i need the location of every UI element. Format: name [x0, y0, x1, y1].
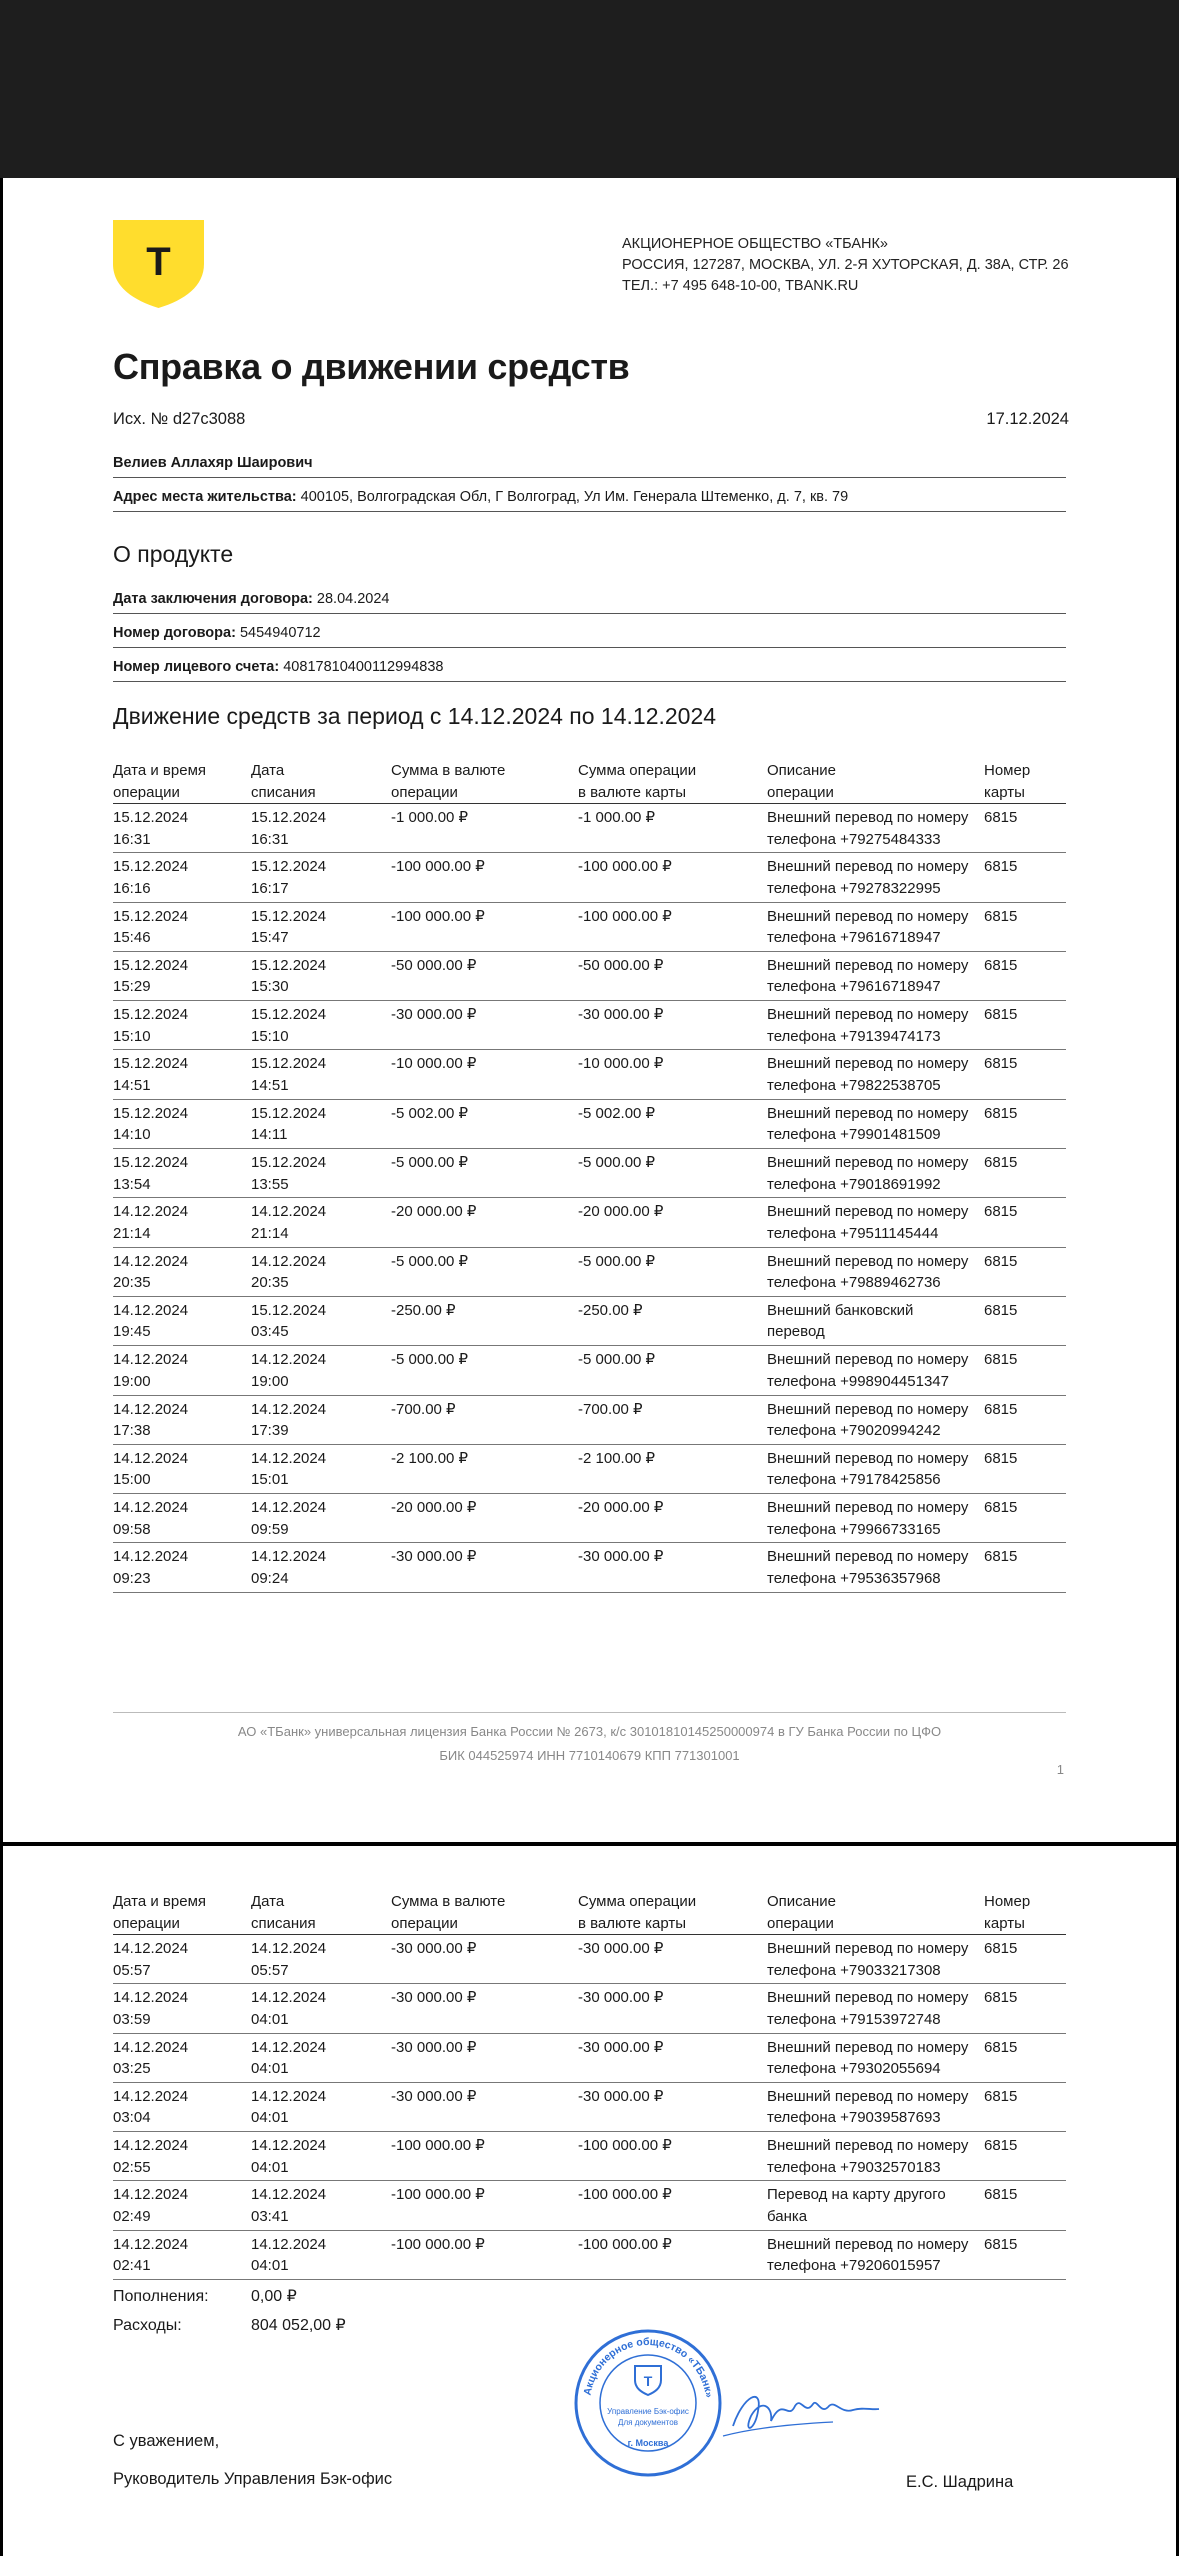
cell-amount-operation-currency: -100 000.00 ₽	[391, 2137, 485, 2155]
signer-position: Руководитель Управления Бэк-офис	[113, 2470, 393, 2488]
cell-amount-operation-currency: -5 000.00 ₽	[391, 1154, 469, 1172]
cell-description: Внешний перевод по номеру телефона +998904451347	[767, 1351, 969, 1390]
top-dark-bar	[0, 0, 1179, 178]
cell-description: Внешний перевод по номеру телефона +79139474173	[767, 1006, 969, 1045]
cell-card-number: 6815	[984, 1055, 1018, 1073]
cell-debit-date: 15.12.2024 15:30	[251, 956, 327, 996]
table-row	[113, 1001, 1066, 1050]
expense-value: 804 052,00 ₽	[251, 2317, 346, 2334]
table-row	[113, 1494, 1066, 1543]
header-debit-date: Дата списания	[251, 1893, 316, 1932]
cell-description: Внешний перевод по номеру телефона +79536357968	[767, 1548, 969, 1587]
product-heading: О продукте	[113, 541, 234, 567]
cell-debit-date: 14.12.2024 04:01	[251, 2235, 327, 2275]
cell-card-number: 6815	[984, 956, 1018, 974]
tbank-logo-icon	[113, 220, 204, 308]
svg-text:Т: Т	[146, 240, 171, 284]
cell-amount-operation-currency: -30 000.00 ₽	[391, 1989, 477, 2007]
company-line: ТЕЛ.: +7 495 648-10-00, TBANK.RU	[622, 278, 859, 294]
cell-debit-date: 15.12.2024 15:47	[251, 907, 327, 947]
account-number-value: 40817810400112994838	[279, 659, 444, 675]
cell-amount-card-currency: -30 000.00 ₽	[578, 1940, 664, 1957]
transactions-table-page-1	[113, 757, 1066, 1593]
header-operation-datetime: Дата и время операции	[113, 1893, 207, 1932]
cell-operation-datetime: 14.12.2024 02:49	[113, 2186, 189, 2225]
header-amount-card-currency: Сумма операции в валюте карты	[578, 1893, 697, 1932]
cell-debit-date: 14.12.2024 20:35	[251, 1252, 327, 1292]
table-row	[113, 952, 1066, 1001]
cell-amount-card-currency: -5 000.00 ₽	[578, 1351, 656, 1369]
account-number-label: Номер лицевого счета:	[113, 659, 280, 675]
footer-license: АО «ТБанк» универсальная лицензия Банка России № 2673, к/с 30101810145250000974 в ГУ Банка России по ЦФО	[237, 1724, 942, 1739]
cell-description: Внешний перевод по номеру телефона +79278322995	[767, 858, 969, 897]
header-debit-date: Дата списания	[251, 762, 316, 801]
closing-regards: С уважением,	[113, 2432, 220, 2450]
address-value: 400105, Волгоградская Обл, Г Волгоград, Ул Им. Генерала Штеменко, д. 7, кв. 79	[296, 489, 849, 505]
cell-description: Внешний перевод по номеру телефона +79033217308	[767, 1940, 969, 1979]
cell-description: Внешний перевод по номеру телефона +79901481509	[767, 1104, 969, 1144]
cell-debit-date: 15.12.2024 14:11	[251, 1104, 327, 1144]
cell-description: Перевод на карту другого банка	[767, 2186, 946, 2225]
cell-amount-operation-currency: -100 000.00 ₽	[391, 2186, 485, 2204]
cell-operation-datetime: 14.12.2024 15:00	[113, 1449, 189, 1489]
cell-amount-operation-currency: -2 100.00 ₽	[391, 1449, 469, 1467]
document-page-2	[3, 1846, 1176, 2556]
expense-total	[113, 2315, 346, 2335]
cell-debit-date: 15.12.2024 15:10	[251, 1006, 327, 1045]
stamp-inner-line: Для документов	[618, 2418, 678, 2427]
handwritten-signature	[713, 2376, 883, 2446]
cell-operation-datetime: 15.12.2024 14:10	[113, 1104, 189, 1144]
header-operation-datetime: Дата и время операции	[113, 762, 207, 801]
cell-operation-datetime: 14.12.2024 09:23	[113, 1548, 189, 1587]
table-row	[113, 1935, 1066, 1984]
cell-card-number: 6815	[984, 2186, 1018, 2204]
cell-operation-datetime: 15.12.2024 16:31	[113, 809, 189, 848]
cell-amount-card-currency: -100 000.00 ₽	[578, 2137, 672, 2155]
cell-operation-datetime: 15.12.2024 14:51	[113, 1055, 189, 1094]
cell-amount-operation-currency: -5 000.00 ₽	[391, 1252, 469, 1270]
document-title: Справка о движении средств	[113, 346, 630, 387]
table-row	[113, 1149, 1066, 1198]
cell-amount-operation-currency: -30 000.00 ₽	[391, 1940, 477, 1957]
cell-debit-date: 15.12.2024 13:55	[251, 1154, 327, 1193]
cell-operation-datetime: 14.12.2024 19:45	[113, 1301, 189, 1341]
cell-card-number: 6815	[984, 2137, 1018, 2155]
table-row	[113, 1346, 1066, 1395]
contract-date-value: 28.04.2024	[312, 591, 390, 607]
cell-debit-date: 14.12.2024 21:14	[251, 1203, 327, 1242]
address-label: Адрес места жительства:	[113, 489, 297, 505]
cell-card-number: 6815	[984, 1006, 1018, 1024]
cell-amount-operation-currency: -30 000.00 ₽	[391, 2087, 477, 2105]
table-row	[113, 2083, 1066, 2132]
movement-heading: Движение средств за период с 14.12.2024 по 14.12.2024	[113, 703, 717, 729]
contract-date-field	[113, 591, 1066, 614]
cell-debit-date: 14.12.2024 03:41	[251, 2186, 327, 2225]
table-row	[113, 2181, 1066, 2230]
stamp-inner-line: Управление Бэк-офис	[607, 2407, 689, 2416]
cell-operation-datetime: 15.12.2024 15:10	[113, 1006, 189, 1045]
header-amount-card-currency: Сумма операции в валюте карты	[578, 762, 697, 801]
cell-operation-datetime: 14.12.2024 03:04	[113, 2087, 189, 2127]
cell-description: Внешний перевод по номеру телефона +79822538705	[767, 1055, 969, 1094]
cell-amount-card-currency: -30 000.00 ₽	[578, 1989, 664, 2007]
cell-amount-card-currency: -250.00 ₽	[578, 1301, 643, 1319]
cell-description: Внешний перевод по номеру телефона +79966733165	[767, 1499, 969, 1538]
cell-operation-datetime: 14.12.2024 02:55	[113, 2137, 189, 2176]
income-total	[113, 2286, 297, 2306]
cell-debit-date: 15.12.2024 16:17	[251, 858, 327, 897]
header-description: Описание операции	[767, 1893, 837, 1932]
table-row	[113, 1198, 1066, 1247]
cell-debit-date: 15.12.2024 16:31	[251, 809, 327, 848]
cell-amount-card-currency: -5 002.00 ₽	[578, 1104, 656, 1122]
cell-amount-card-currency: -50 000.00 ₽	[578, 956, 664, 974]
income-label: Пополнения:	[113, 2288, 209, 2305]
cell-amount-card-currency: -2 100.00 ₽	[578, 1449, 656, 1467]
cell-amount-card-currency: -10 000.00 ₽	[578, 1055, 664, 1073]
cell-operation-datetime: 14.12.2024 03:25	[113, 2038, 189, 2078]
cell-description: Внешний перевод по номеру телефона +79275484333	[767, 809, 969, 848]
cell-debit-date: 14.12.2024 04:01	[251, 2038, 327, 2078]
cell-card-number: 6815	[984, 1203, 1018, 1221]
cell-card-number: 6815	[984, 2038, 1018, 2056]
table-row	[113, 2231, 1066, 2280]
address-field	[113, 489, 1066, 512]
cell-card-number: 6815	[984, 1154, 1018, 1172]
cell-amount-operation-currency: -1 000.00 ₽	[391, 809, 469, 826]
cell-amount-card-currency: -20 000.00 ₽	[578, 1203, 664, 1221]
header-amount-operation-currency: Сумма в валюте операции	[391, 1893, 506, 1932]
cell-amount-card-currency: -5 000.00 ₽	[578, 1154, 656, 1172]
cell-card-number: 6815	[984, 1400, 1018, 1418]
client-name-field	[113, 455, 1066, 478]
contract-number-field	[113, 625, 1066, 648]
table-row	[113, 1984, 1066, 2033]
cell-description: Внешний перевод по номеру телефона +79206015957	[767, 2235, 969, 2275]
cell-description: Внешний перевод по номеру телефона +79032570183	[767, 2137, 969, 2176]
cell-card-number: 6815	[984, 1499, 1018, 1517]
cell-amount-operation-currency: -100 000.00 ₽	[391, 2235, 485, 2253]
table-row	[113, 1248, 1066, 1297]
cell-amount-operation-currency: -250.00 ₽	[391, 1301, 456, 1319]
page-number: 1	[1056, 1762, 1064, 1777]
cell-card-number: 6815	[984, 1351, 1018, 1369]
cell-amount-operation-currency: -100 000.00 ₽	[391, 858, 485, 876]
table-header-row	[113, 757, 1066, 804]
stamp-city: г. Москва	[627, 2438, 669, 2448]
cell-description: Внешний перевод по номеру телефона +79889462736	[767, 1252, 969, 1292]
cell-description: Внешний перевод по номеру телефона +79616718947	[767, 956, 969, 996]
contract-number-value: 5454940712	[235, 625, 321, 641]
income-value: 0,00 ₽	[251, 2288, 297, 2305]
cell-amount-operation-currency: -30 000.00 ₽	[391, 2038, 477, 2056]
cell-card-number: 6815	[984, 858, 1018, 876]
account-number-field	[113, 659, 1066, 682]
cell-card-number: 6815	[984, 1940, 1018, 1957]
document-date: 17.12.2024	[986, 410, 1069, 428]
cell-amount-operation-currency: -30 000.00 ₽	[391, 1548, 477, 1566]
cell-debit-date: 14.12.2024 17:39	[251, 1400, 327, 1440]
footer-requisites: БИК 044525974 ИНН 7710140679 КПП 771301001	[439, 1748, 740, 1763]
cell-operation-datetime: 14.12.2024 21:14	[113, 1203, 189, 1242]
cell-amount-operation-currency: -30 000.00 ₽	[391, 1006, 477, 1024]
cell-debit-date: 14.12.2024 05:57	[251, 1940, 327, 1979]
table-row	[113, 2034, 1066, 2083]
table-row	[113, 1396, 1066, 1445]
header-card-number: Номер карты	[984, 1893, 1031, 1932]
table-row	[113, 903, 1066, 952]
header-amount-operation-currency: Сумма в валюте операции	[391, 762, 506, 801]
cell-amount-card-currency: -30 000.00 ₽	[578, 2087, 664, 2105]
contract-date-label: Дата заключения договора:	[113, 591, 313, 607]
header-description: Описание операции	[767, 762, 837, 801]
cell-debit-date: 14.12.2024 19:00	[251, 1351, 327, 1390]
cell-amount-card-currency: -30 000.00 ₽	[578, 1548, 664, 1566]
cell-description: Внешний перевод по номеру телефона +79153972748	[767, 1989, 969, 2028]
cell-operation-datetime: 15.12.2024 15:46	[113, 907, 189, 947]
cell-amount-card-currency: -100 000.00 ₽	[578, 2235, 672, 2253]
svg-text:Т: Т	[643, 2373, 653, 2389]
cell-debit-date: 14.12.2024 09:59	[251, 1499, 327, 1538]
table-row	[113, 1297, 1066, 1346]
document-page-1	[3, 178, 1176, 1842]
cell-amount-card-currency: -100 000.00 ₽	[578, 907, 672, 925]
cell-card-number: 6815	[984, 2087, 1018, 2105]
footer-divider	[113, 1712, 1066, 1713]
company-info	[622, 234, 1069, 297]
cell-description: Внешний перевод по номеру телефона +79018691992	[767, 1154, 969, 1193]
cell-card-number: 6815	[984, 1548, 1018, 1566]
cell-description: Внешний перевод по номеру телефона +79511145444	[767, 1203, 969, 1242]
cell-card-number: 6815	[984, 1449, 1018, 1467]
cell-amount-operation-currency: -20 000.00 ₽	[391, 1203, 477, 1221]
cell-debit-date: 14.12.2024 04:01	[251, 2137, 327, 2176]
cell-card-number: 6815	[984, 1989, 1018, 2007]
cell-card-number: 6815	[984, 1301, 1018, 1319]
cell-operation-datetime: 14.12.2024 02:41	[113, 2235, 189, 2275]
cell-amount-operation-currency: -5 000.00 ₽	[391, 1351, 469, 1369]
table-row	[113, 1445, 1066, 1494]
cell-card-number: 6815	[984, 809, 1018, 826]
company-stamp-icon	[573, 2328, 723, 2478]
cell-amount-operation-currency: -700.00 ₽	[391, 1400, 456, 1418]
cell-amount-operation-currency: -50 000.00 ₽	[391, 956, 477, 974]
cell-operation-datetime: 14.12.2024 09:58	[113, 1499, 189, 1538]
cell-amount-card-currency: -30 000.00 ₽	[578, 1006, 664, 1024]
table-row	[113, 2132, 1066, 2181]
company-line: АКЦИОНЕРНОЕ ОБЩЕСТВО «ТБАНК»	[622, 236, 888, 252]
cell-amount-operation-currency: -100 000.00 ₽	[391, 907, 485, 925]
cell-description: Внешний перевод по номеру телефона +79178425856	[767, 1449, 969, 1489]
table-row	[113, 1050, 1066, 1099]
cell-operation-datetime: 14.12.2024 05:57	[113, 1940, 189, 1979]
cell-debit-date: 15.12.2024 03:45	[251, 1301, 327, 1341]
company-line: РОССИЯ, 127287, МОСКВА, УЛ. 2-Я ХУТОРСКАЯ, Д. 38А, СТР. 26	[622, 257, 1069, 273]
cell-amount-card-currency: -20 000.00 ₽	[578, 1499, 664, 1517]
cell-description: Внешний перевод по номеру телефона +79616718947	[767, 907, 969, 947]
cell-operation-datetime: 14.12.2024 20:35	[113, 1252, 189, 1292]
transactions-table-page-2	[113, 1888, 1066, 2280]
cell-amount-card-currency: -1 000.00 ₽	[578, 809, 656, 826]
cell-card-number: 6815	[984, 2235, 1018, 2253]
stamp-ring-text: Акционерное общество «ТБанк»	[581, 2335, 715, 2399]
header-card-number: Номер карты	[984, 762, 1031, 801]
cell-operation-datetime: 14.12.2024 03:59	[113, 1989, 189, 2028]
cell-amount-card-currency: -100 000.00 ₽	[578, 2186, 672, 2204]
cell-operation-datetime: 14.12.2024 19:00	[113, 1351, 189, 1390]
table-header-row	[113, 1888, 1066, 1935]
cell-debit-date: 14.12.2024 15:01	[251, 1449, 327, 1489]
cell-amount-operation-currency: -5 002.00 ₽	[391, 1104, 469, 1122]
cell-debit-date: 15.12.2024 14:51	[251, 1055, 327, 1094]
cell-card-number: 6815	[984, 907, 1018, 925]
cell-operation-datetime: 14.12.2024 17:38	[113, 1400, 189, 1440]
cell-operation-datetime: 15.12.2024 16:16	[113, 858, 189, 897]
cell-operation-datetime: 15.12.2024 13:54	[113, 1154, 189, 1193]
cell-amount-card-currency: -5 000.00 ₽	[578, 1252, 656, 1270]
table-row	[113, 853, 1066, 902]
cell-description: Внешний перевод по номеру телефона +79020994242	[767, 1400, 969, 1440]
table-row	[113, 804, 1066, 853]
cell-description: Внешний банковский перевод	[767, 1301, 914, 1341]
cell-debit-date: 14.12.2024 09:24	[251, 1548, 327, 1587]
cell-amount-card-currency: -30 000.00 ₽	[578, 2038, 664, 2056]
cell-debit-date: 14.12.2024 04:01	[251, 2087, 327, 2127]
contract-number-label: Номер договора:	[113, 625, 236, 641]
cell-operation-datetime: 15.12.2024 15:29	[113, 956, 189, 996]
cell-amount-card-currency: -700.00 ₽	[578, 1400, 643, 1418]
reference-number: Исх. № d27c3088	[113, 410, 246, 428]
cell-card-number: 6815	[984, 1104, 1018, 1122]
signer-name: Е.С. Шадрина	[906, 2473, 1014, 2491]
table-row	[113, 1100, 1066, 1149]
cell-description: Внешний перевод по номеру телефона +79039587693	[767, 2087, 969, 2127]
cell-amount-card-currency: -100 000.00 ₽	[578, 858, 672, 876]
expense-label: Расходы:	[113, 2317, 182, 2334]
cell-debit-date: 14.12.2024 04:01	[251, 1989, 327, 2028]
cell-amount-operation-currency: -10 000.00 ₽	[391, 1055, 477, 1073]
cell-amount-operation-currency: -20 000.00 ₽	[391, 1499, 477, 1517]
table-row	[113, 1543, 1066, 1592]
cell-card-number: 6815	[984, 1252, 1018, 1270]
client-name: Велиев Аллахяр Шаирович	[113, 455, 313, 471]
cell-description: Внешний перевод по номеру телефона +79302055694	[767, 2038, 969, 2078]
